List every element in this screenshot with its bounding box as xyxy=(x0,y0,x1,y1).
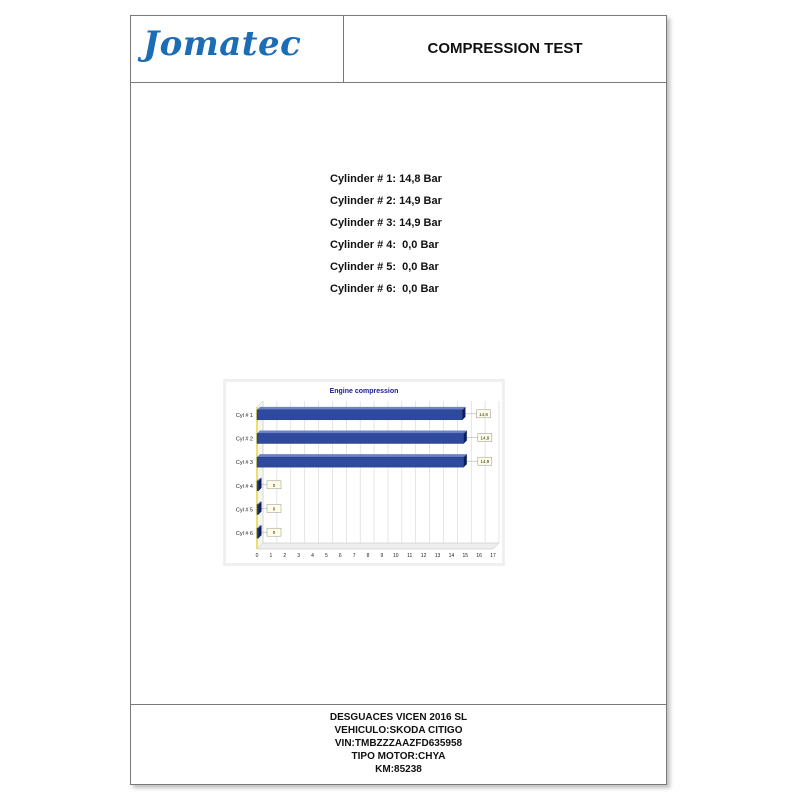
jomatec-logo: Jomatec xyxy=(143,24,302,64)
value-label: 0 xyxy=(272,530,276,536)
cylinder-1-result: Cylinder # 1: 14,8 Bar xyxy=(330,173,442,185)
report-title: COMPRESSION TEST xyxy=(427,40,583,57)
bar xyxy=(257,457,464,467)
x-tick-label: 11 xyxy=(407,553,413,559)
bar-top xyxy=(257,454,467,457)
x-tick-label: 15 xyxy=(462,553,469,559)
report-footer xyxy=(131,704,666,785)
x-tick-label: 8 xyxy=(366,553,370,559)
engine-compression-chart xyxy=(223,379,505,566)
bar-top xyxy=(257,407,465,410)
bar xyxy=(257,410,462,420)
value-label: 0 xyxy=(272,482,276,488)
category-label: Cyl # 6 xyxy=(235,531,253,538)
report-page xyxy=(130,15,667,785)
cylinder-3-result: Cylinder # 3: 14,9 Bar xyxy=(330,217,442,229)
x-tick-label: 13 xyxy=(434,553,441,559)
x-tick-label: 4 xyxy=(311,553,314,559)
bar xyxy=(257,505,259,515)
engine-type: TIPO MOTOR:CHYA xyxy=(351,751,446,762)
x-tick-label: 17 xyxy=(490,553,496,559)
cylinder-6-result: Cylinder # 6: 0,0 Bar xyxy=(330,283,439,295)
vehicle-km: KM:85238 xyxy=(375,764,422,775)
cylinder-results xyxy=(330,172,442,304)
cylinder-2-result: Cylinder # 2: 14,9 Bar xyxy=(330,195,442,207)
logo-cell xyxy=(131,16,344,82)
bar xyxy=(257,481,259,491)
x-tick-label: 7 xyxy=(352,553,356,559)
vehicle-vin: VIN:TMBZZZAAZFD635958 xyxy=(334,738,463,749)
x-tick-label: 16 xyxy=(476,553,482,559)
x-tick-label: 12 xyxy=(420,553,427,559)
bar-top xyxy=(257,431,467,434)
x-tick-label: 14 xyxy=(448,553,455,559)
x-tick-label: 10 xyxy=(393,553,399,559)
cylinder-4-result: Cylinder # 4: 0,0 Bar xyxy=(330,239,439,251)
vehicle-model: VEHICULO:SKODA CITIGO xyxy=(334,725,463,736)
category-label: Cyl # 1 xyxy=(235,412,253,419)
value-label: 0 xyxy=(272,506,276,512)
report-header xyxy=(131,16,666,83)
x-tick-label: 6 xyxy=(338,553,342,559)
x-tick-label: 2 xyxy=(283,553,287,559)
value-label: 14,9 xyxy=(480,435,490,441)
x-tick-label: 1 xyxy=(269,553,273,559)
value-label: 14,8 xyxy=(479,411,488,417)
x-tick-label: 9 xyxy=(380,553,384,559)
cylinder-5-result: Cylinder # 5: 0,0 Bar xyxy=(330,261,439,273)
category-label: Cyl # 3 xyxy=(235,460,253,467)
chart-floor xyxy=(257,543,499,549)
category-label: Cyl # 2 xyxy=(235,436,253,443)
category-label: Cyl # 5 xyxy=(235,507,253,514)
x-tick-label: 0 xyxy=(255,553,259,559)
bar xyxy=(257,528,259,538)
chart-svg xyxy=(223,379,505,566)
chart-title: Engine compression xyxy=(329,388,399,395)
x-tick-label: 5 xyxy=(325,553,328,559)
category-label: Cyl # 4 xyxy=(235,483,253,490)
x-tick-label: 3 xyxy=(297,553,301,559)
value-label: 14,9 xyxy=(480,459,490,465)
bar xyxy=(257,434,464,444)
company-name: DESGUACES VICEN 2016 SL xyxy=(329,712,468,723)
